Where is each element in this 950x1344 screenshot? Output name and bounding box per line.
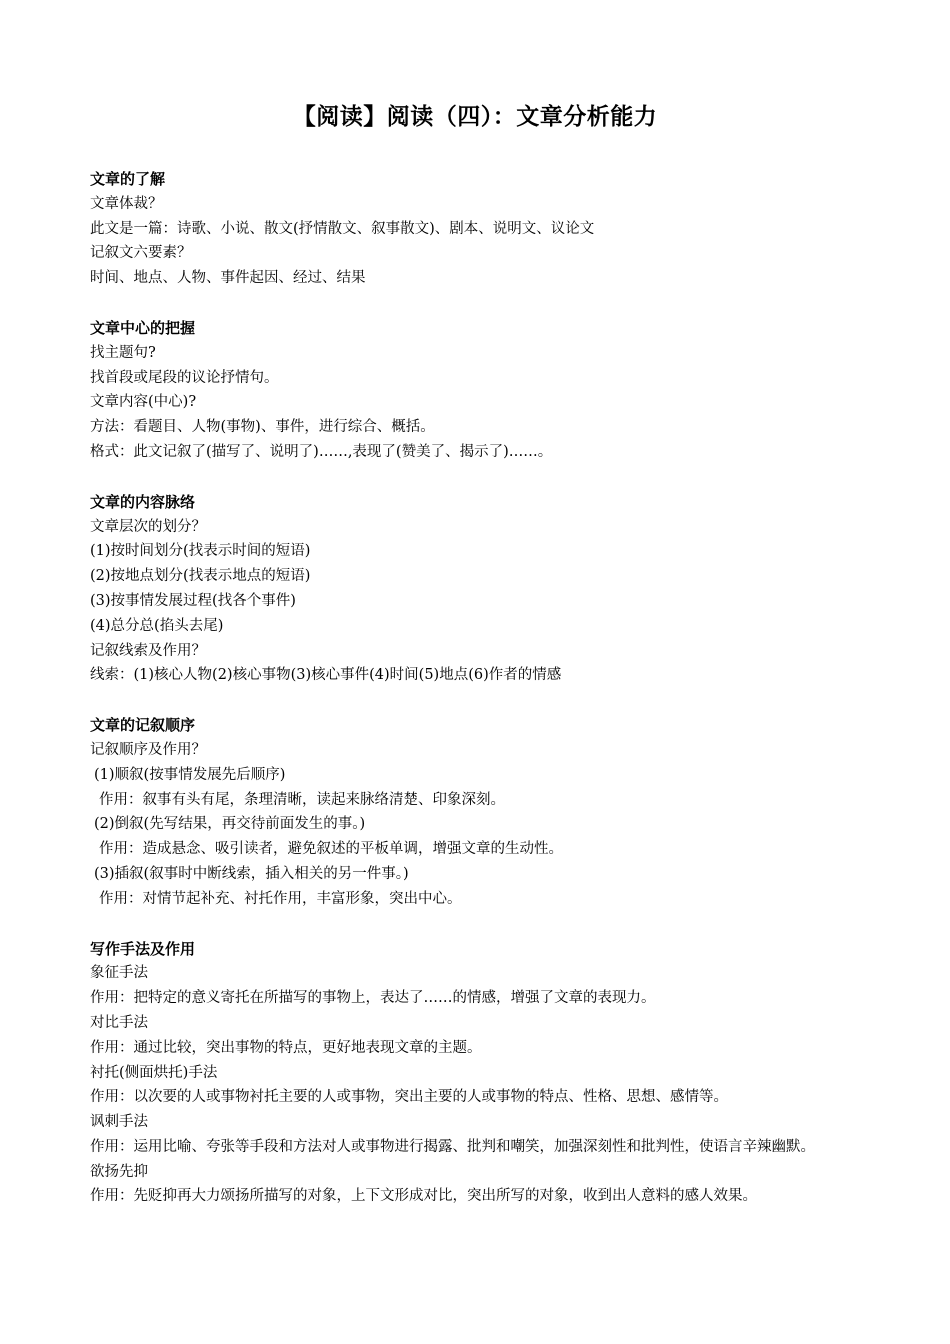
body-line: (3)按事情发展过程(找各个事件)	[90, 592, 296, 609]
body-line: 作用：以次要的人或事物衬托主要的人或事物，突出主要的人或事物的特点、性格、思想、感情等。	[90, 1089, 728, 1106]
body-line: 找首段或尾段的议论抒情句。	[90, 369, 279, 386]
body-line: 作用：运用比喻、夸张等手段和方法对人或事物进行揭露、批判和嘲笑，加强深刻性和批判性，使语言辛辣幽默。	[90, 1138, 815, 1155]
body-line: 记叙顺序及作用？	[90, 741, 206, 758]
body-line: 方法：看题目、人物(事物)、事件，进行综合、概括。	[90, 419, 435, 436]
section-heading: 文章的记叙顺序	[90, 716, 196, 735]
body-line: (1)按时间划分(找表示时间的短语)	[90, 543, 311, 560]
body-line: (1)顺叙(按事情发展先后顺序)	[94, 766, 286, 783]
document-title: 【阅读】阅读（四）：文章分析能力	[292, 104, 658, 130]
body-line: 作用：叙事有头有尾，条理清晰，读起来脉络清楚、印象深刻。	[99, 791, 505, 808]
body-line: 格式：此文记叙了(描写了、说明了)……,表现了(赞美了、揭示了)……。	[90, 443, 553, 460]
body-line: (3)插叙(叙事时中断线索，插入相关的另一件事。)	[94, 865, 409, 882]
body-line: 讽刺手法	[90, 1114, 148, 1131]
body-line: 作用：通过比较，突出事物的特点，更好地表现文章的主题。	[90, 1039, 482, 1056]
body-line: 找主题句?	[90, 344, 156, 361]
body-line: 欲扬先抑	[90, 1163, 148, 1180]
body-line: (2)按地点划分(找表示地点的短语)	[90, 568, 311, 585]
section-heading: 文章中心的把握	[90, 318, 196, 337]
section-central-idea	[90, 316, 890, 465]
body-line: 作用：先贬抑再大力颂扬所描写的对象，上下文形成对比，突出所写的对象，收到出人意料的感人效果。	[90, 1188, 757, 1205]
body-line: 文章体裁？	[90, 195, 163, 212]
body-line: 作用：造成悬念、吸引读者，避免叙述的平板单调，增强文章的生动性。	[99, 841, 563, 858]
body-line: 线索：(1)核心人物(2)核心事物(3)核心事件(4)时间(5)地点(6)作者的情感	[90, 667, 562, 684]
body-line: (4)总分总(掐头去尾)	[90, 617, 224, 634]
body-line: 象征手法	[90, 965, 148, 982]
body-line: 对比手法	[90, 1014, 148, 1031]
section-narrative-order	[90, 713, 890, 911]
section-content-structure	[90, 490, 890, 688]
body-line: 记叙线索及作用？	[90, 642, 206, 659]
body-line: 文章内容(中心)?	[90, 394, 197, 411]
section-heading: 写作手法及作用	[90, 939, 196, 958]
body-line: 时间、地点、人物、事件起因、经过、结果	[90, 270, 366, 287]
body-line: 作用：把特定的意义寄托在所描写的事物上，表达了……的情感，增强了文章的表现力。	[90, 990, 656, 1007]
body-line: 作用：对情节起补充、衬托作用，丰富形象，突出中心。	[99, 890, 462, 907]
section-article-understanding	[90, 167, 890, 291]
body-line: 此文是一篇：诗歌、小说、散文(抒情散文、叙事散文)、剧本、说明文、议论文	[90, 220, 595, 237]
body-line: 文章层次的划分？	[90, 518, 206, 535]
body-line: 衬托(侧面烘托)手法	[90, 1064, 218, 1081]
body-line: (2)倒叙(先写结果，再交待前面发生的事。)	[94, 816, 366, 833]
section-heading: 文章的了解	[90, 170, 166, 188]
body-line: 记叙文六要素？	[90, 245, 192, 262]
section-heading: 文章的内容脉络	[90, 492, 196, 511]
section-writing-techniques	[90, 937, 890, 1210]
document-body	[90, 167, 890, 1234]
